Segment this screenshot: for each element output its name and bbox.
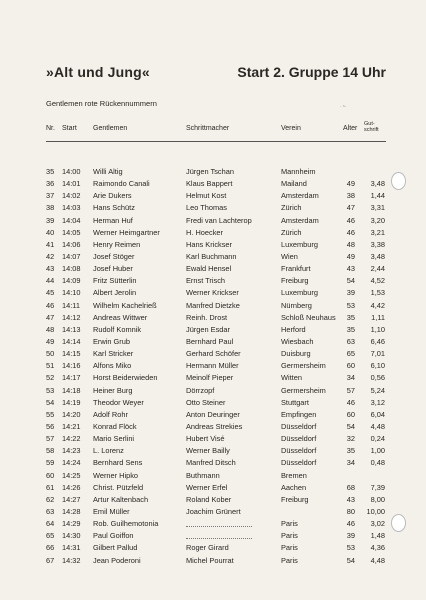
cell-start: 14:00 (62, 167, 81, 176)
cell-credit: 4,48 (370, 421, 385, 431)
table-row (0, 275, 426, 287)
cell-start: 14:07 (62, 251, 81, 261)
cell-gentleman: Adolf Rohr (93, 409, 128, 419)
table-row (0, 470, 426, 482)
cell-gentleman: Gilbert Pallud (93, 543, 138, 553)
cell-start: 14:30 (62, 531, 81, 541)
cell-nr: 38 (46, 203, 55, 213)
binder-hole-top (391, 172, 406, 190)
cell-credit: 4,48 (370, 555, 385, 565)
cell-start: 14:08 (62, 264, 81, 274)
table-header (0, 121, 426, 141)
cell-credit: 7,01 (370, 349, 385, 359)
cell-credit: 1,00 (370, 446, 385, 456)
table-row (0, 360, 426, 372)
cell-club: Paris (281, 531, 298, 541)
cell-pacer: Reinh. Drost (186, 312, 228, 322)
cell-club: Wien (281, 251, 298, 261)
cell-gentleman: Theodor Weyer (93, 397, 144, 407)
cell-age: 80 (346, 506, 355, 516)
cell-start: 14:05 (62, 227, 81, 237)
cell-age: 49 (346, 179, 355, 189)
cell-pacer: Roland Kober (186, 494, 232, 504)
table-row (0, 506, 426, 518)
cell-age: 46 (346, 215, 355, 225)
cell-nr: 45 (46, 288, 55, 298)
cell-club: Paris (281, 519, 298, 529)
header-start: Start (62, 125, 77, 132)
cell-club: Stuttgart (281, 397, 309, 407)
cell-pacer: Werner Erfel (186, 482, 228, 492)
table-row (0, 542, 426, 554)
cell-nr: 49 (46, 336, 55, 346)
start-group-heading: Start 2. Gruppe 14 Uhr (237, 64, 386, 80)
cell-age: 35 (346, 312, 355, 322)
cell-nr: 51 (46, 361, 55, 371)
cell-age: 54 (346, 555, 355, 565)
cell-club: Bremen (281, 470, 307, 480)
cell-nr: 35 (46, 167, 55, 176)
cell-gentleman: Raimondo Canali (93, 179, 150, 189)
cell-pacer: Hubert Visé (186, 434, 225, 444)
cell-pacer: Jürgen Esdar (186, 324, 230, 334)
table-row (0, 433, 426, 445)
entries-table (0, 166, 426, 567)
cell-age: 53 (346, 300, 355, 310)
cell-credit: 0,56 (370, 373, 385, 383)
cell-credit: 1,44 (370, 191, 385, 201)
cell-age: 38 (346, 191, 355, 201)
cell-age: 57 (346, 385, 355, 395)
cell-nr: 63 (46, 506, 55, 516)
cell-nr: 43 (46, 264, 55, 274)
cell-club: Herford (281, 324, 306, 334)
cell-nr: 58 (46, 446, 55, 456)
cell-age: 35 (346, 324, 355, 334)
table-row (0, 215, 426, 227)
table-row (0, 518, 426, 530)
cell-age: 47 (346, 203, 355, 213)
cell-gentleman: Bernhard Sens (93, 458, 143, 468)
cell-pacer: Werner Krickser (186, 288, 239, 298)
table-row (0, 324, 426, 336)
blank-pacer-line (186, 526, 252, 527)
table-row (0, 494, 426, 506)
cell-club: Germersheim (281, 361, 326, 371)
cell-age: 54 (346, 421, 355, 431)
cell-gentleman: Josef Stöger (93, 251, 135, 261)
cell-credit: 4,36 (370, 543, 385, 553)
cell-start: 14:04 (62, 215, 81, 225)
cell-pacer: Hermann Müller (186, 361, 239, 371)
cell-club: Amsterdam (281, 191, 319, 201)
cell-age: 60 (346, 361, 355, 371)
cell-club: Schloß Neuhaus (281, 312, 336, 322)
cell-start: 14:18 (62, 385, 81, 395)
cell-credit: 2,44 (370, 264, 385, 274)
cell-credit: 4,42 (370, 300, 385, 310)
cell-pacer: Michel Pourrat (186, 555, 234, 565)
cell-start: 14:31 (62, 543, 81, 553)
cell-gentleman: Rob. Guilhemotonia (93, 519, 159, 529)
cell-pacer: Helmut Kost (186, 191, 227, 201)
cell-gentleman: Hans Schütz (93, 203, 135, 213)
cell-club: Nürnberg (281, 300, 312, 310)
cell-credit: 1,10 (370, 324, 385, 334)
cell-pacer: Anton Deuringer (186, 409, 240, 419)
header-divider (46, 141, 386, 142)
table-row (0, 457, 426, 469)
cell-age: 53 (346, 543, 355, 553)
cell-gentleman: Alfons Miko (93, 361, 132, 371)
cell-pacer: Hans Krickser (186, 239, 232, 249)
cell-nr: 36 (46, 179, 55, 189)
cell-gentleman: Fritz Sütterlin (93, 276, 137, 286)
table-row (0, 300, 426, 312)
cell-credit: 3,20 (370, 215, 385, 225)
cell-pacer: Dörrzopf (186, 385, 215, 395)
cell-gentleman: Wilhelm Kachelrieß (93, 300, 157, 310)
cell-nr: 48 (46, 324, 55, 334)
cell-start: 14:19 (62, 397, 81, 407)
header-credit: Gut- schrift (364, 121, 379, 133)
cell-nr: 64 (46, 519, 55, 529)
page-title: »Alt und Jung« (46, 64, 150, 80)
cell-start: 14:11 (62, 300, 80, 310)
table-row (0, 263, 426, 275)
cell-club: Witten (281, 373, 302, 383)
cell-age: 68 (346, 482, 355, 492)
cell-gentleman: Henry Reimen (93, 239, 141, 249)
cell-start: 14:28 (62, 506, 81, 516)
cell-pacer: Buthmann (186, 470, 220, 480)
cell-nr: 66 (46, 543, 55, 553)
cell-club: Düsseldorf (281, 421, 317, 431)
cell-club: Amsterdam (281, 215, 319, 225)
header-nr: Nr. (46, 125, 55, 132)
blank-pacer-line (186, 538, 252, 539)
cell-start: 14:09 (62, 276, 81, 286)
cell-credit: 4,52 (370, 276, 385, 286)
cell-club: Paris (281, 555, 298, 565)
cell-age: 60 (346, 409, 355, 419)
cell-pacer: Otto Steiner (186, 397, 226, 407)
cell-age: 35 (346, 446, 355, 456)
table-row (0, 348, 426, 360)
cell-gentleman: Arie Dukers (93, 191, 132, 201)
header-club: Verein (281, 125, 301, 132)
cell-age: 34 (346, 458, 355, 468)
cell-age: 65 (346, 349, 355, 359)
cell-gentleman: Konrad Flöck (93, 421, 137, 431)
table-row (0, 482, 426, 494)
cell-club: Aachen (281, 482, 307, 492)
cell-credit: 3,48 (370, 251, 385, 261)
table-row (0, 202, 426, 214)
table-row (0, 530, 426, 542)
cell-nr: 37 (46, 191, 55, 201)
cell-gentleman: Emil Müller (93, 506, 130, 516)
header-pacer: Schrittmacher (186, 125, 230, 132)
cell-club: Freiburg (281, 276, 309, 286)
cell-age: 39 (346, 288, 355, 298)
cell-pacer: Roger Girard (186, 543, 229, 553)
cell-credit: 3,38 (370, 239, 385, 249)
cell-nr: 39 (46, 215, 55, 225)
cell-nr: 50 (46, 349, 55, 359)
cell-credit: 0,24 (370, 434, 385, 444)
cell-gentleman: Werner Hipko (93, 470, 139, 480)
cell-gentleman: Josef Huber (93, 264, 133, 274)
cell-nr: 59 (46, 458, 55, 468)
cell-age: 63 (346, 336, 355, 346)
cell-club: Luxemburg (281, 239, 318, 249)
cell-credit: 5,24 (370, 385, 385, 395)
table-row (0, 287, 426, 299)
cell-club: Wiesbach (281, 336, 314, 346)
cell-start: 14:17 (62, 373, 81, 383)
cell-club: Mailand (281, 179, 307, 189)
cell-age: 46 (346, 519, 355, 529)
cell-club: Paris (281, 543, 298, 553)
cell-nr: 52 (46, 373, 55, 383)
cell-age: 43 (346, 494, 355, 504)
cell-age: 54 (346, 276, 355, 286)
cell-age: 49 (346, 251, 355, 261)
cell-pacer: Jürgen Tschan (186, 167, 234, 176)
cell-pacer: Bernhard Paul (186, 336, 234, 346)
cell-credit: 0,48 (370, 458, 385, 468)
table-row (0, 227, 426, 239)
header-age: Alter (343, 125, 358, 132)
cell-start: 14:27 (62, 494, 81, 504)
table-row (0, 336, 426, 348)
cell-nr: 62 (46, 494, 55, 504)
header-gentlemen: Gentlemen (93, 125, 128, 132)
cell-start: 14:01 (62, 179, 81, 189)
cell-nr: 54 (46, 397, 55, 407)
cell-credit: 1,11 (371, 312, 385, 322)
cell-gentleman: Rudolf Komnik (93, 324, 142, 334)
cell-credit: 6,04 (370, 409, 385, 419)
cell-club: Düsseldorf (281, 434, 317, 444)
cell-pacer: Manfred Ditsch (186, 458, 236, 468)
cell-nr: 61 (46, 482, 55, 492)
table-row (0, 385, 426, 397)
cell-start: 14:20 (62, 409, 81, 419)
table-row (0, 251, 426, 263)
cell-credit: 1,48 (370, 531, 385, 541)
cell-age: 39 (346, 531, 355, 541)
cell-start: 14:13 (62, 324, 81, 334)
cell-age: 48 (346, 239, 355, 249)
cell-gentleman: Albert Jerolin (93, 288, 137, 298)
cell-club: Frankfurt (281, 264, 311, 274)
table-row (0, 239, 426, 251)
cell-start: 14:16 (62, 361, 81, 371)
cell-start: 14:06 (62, 239, 81, 249)
cell-gentleman: Horst Beiderwieden (93, 373, 158, 383)
cell-gentleman: Werner Heimgartner (93, 227, 160, 237)
cell-pacer: Klaus Bappert (186, 179, 233, 189)
cell-nr: 53 (46, 385, 55, 395)
cell-club: Luxemburg (281, 288, 318, 298)
cell-credit: 3,12 (370, 397, 385, 407)
cell-nr: 40 (46, 227, 55, 237)
cell-club: Mannheim (281, 167, 316, 176)
cell-club: Zürich (281, 227, 302, 237)
cell-credit: 6,10 (370, 361, 385, 371)
cell-start: 14:12 (62, 312, 81, 322)
cell-gentleman: Herman Huf (93, 215, 133, 225)
cell-credit: 10,00 (366, 506, 385, 516)
binder-hole-bottom (391, 514, 406, 532)
cell-pacer: Fredi van Lachterop (186, 215, 252, 225)
cell-gentleman: Mario Serlini (93, 434, 135, 444)
cell-club: Zürich (281, 203, 302, 213)
cell-pacer: Ernst Trisch (186, 276, 226, 286)
cell-gentleman: Andreas Wittwer (93, 312, 148, 322)
table-row (0, 312, 426, 324)
cell-gentleman: Jean Poderoni (93, 555, 141, 565)
cell-nr: 42 (46, 251, 55, 261)
cell-start: 14:14 (62, 336, 81, 346)
cell-age: 46 (346, 397, 355, 407)
cell-gentleman: Christ. Pützfeld (93, 482, 144, 492)
cell-nr: 57 (46, 434, 55, 444)
cell-start: 14:21 (62, 421, 81, 431)
table-row (0, 190, 426, 202)
cell-start: 14:32 (62, 555, 81, 565)
cell-club: Empfingen (281, 409, 317, 419)
cell-gentleman: Willi Altig (93, 167, 123, 176)
cell-start: 14:23 (62, 446, 81, 456)
cell-pacer: Meinolf Pieper (186, 373, 234, 383)
cell-nr: 44 (46, 276, 55, 286)
cell-gentleman: L. Lorenz (93, 446, 124, 456)
cell-pacer: H. Hoecker (186, 227, 223, 237)
cell-pacer: Gerhard Schöfer (186, 349, 241, 359)
cell-club: Germersheim (281, 385, 326, 395)
table-row (0, 555, 426, 567)
cell-club: Duisburg (281, 349, 311, 359)
cell-pacer: Andreas Strekies (186, 421, 243, 431)
cell-nr: 46 (46, 300, 55, 310)
table-row (0, 409, 426, 421)
cell-nr: 55 (46, 409, 55, 419)
table-row (0, 445, 426, 457)
cell-gentleman: Heiner Burg (93, 385, 133, 395)
cell-start: 14:02 (62, 191, 81, 201)
cell-gentleman: Erwin Grub (93, 336, 130, 346)
cell-credit: 8,00 (370, 494, 385, 504)
cell-nr: 67 (46, 555, 55, 565)
cell-nr: 60 (46, 470, 55, 480)
cell-start: 14:29 (62, 519, 81, 529)
subtitle: Gentlemen rote Rückennummern (46, 99, 157, 108)
cell-start: 14:03 (62, 203, 81, 213)
cell-age: 46 (346, 227, 355, 237)
cell-credit: 6,46 (370, 336, 385, 346)
table-row (0, 397, 426, 409)
print-smudge: · ˢ· (340, 104, 347, 110)
table-row (0, 421, 426, 433)
cell-credit: 3,02 (370, 519, 385, 529)
cell-age: 34 (346, 373, 355, 383)
cell-pacer: Manfred Dietzke (186, 300, 240, 310)
cell-club: Freiburg (281, 494, 309, 504)
cell-nr: 65 (46, 531, 55, 541)
cell-pacer: Ewald Hensel (186, 264, 232, 274)
cell-gentleman: Paul Goiffon (93, 531, 134, 541)
cell-gentleman: Artur Kaltenbach (93, 494, 149, 504)
cell-pacer: Karl Buchmann (186, 251, 237, 261)
cell-pacer: Leo Thomas (186, 203, 227, 213)
cell-club: Düsseldorf (281, 458, 317, 468)
cell-start: 14:15 (62, 349, 81, 359)
cell-gentleman: Karl Stricker (93, 349, 134, 359)
cell-credit: 7,39 (370, 482, 385, 492)
table-row (0, 178, 426, 190)
cell-club: Düsseldorf (281, 446, 317, 456)
cell-credit: 3,21 (370, 227, 385, 237)
cell-nr: 47 (46, 312, 55, 322)
cell-start: 14:22 (62, 434, 81, 444)
cell-start: 14:10 (62, 288, 81, 298)
cell-credit: 3,48 (370, 179, 385, 189)
cell-start: 14:24 (62, 458, 81, 468)
cell-nr: 56 (46, 421, 55, 431)
cell-start: 14:25 (62, 470, 81, 480)
cell-age: 43 (346, 264, 355, 274)
cell-nr: 41 (46, 239, 55, 249)
cell-pacer: Joachim Grünert (186, 506, 241, 516)
cell-start: 14:26 (62, 482, 81, 492)
table-row (0, 166, 426, 178)
cell-credit: 1,53 (370, 288, 385, 298)
cell-age: 32 (346, 434, 355, 444)
cell-pacer: Werner Bailly (186, 446, 230, 456)
cell-credit: 3,31 (370, 203, 385, 213)
table-row (0, 372, 426, 384)
